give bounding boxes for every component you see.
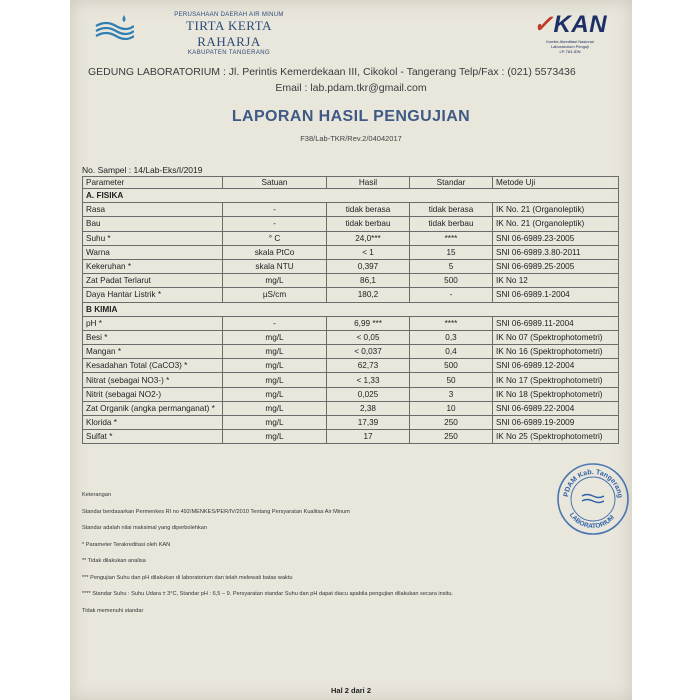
- standard-cell: tidak berbau: [410, 217, 493, 231]
- method-cell: SNI 06-6989.22-2004: [493, 401, 619, 415]
- org-region: KABUPATEN TANGERANG: [187, 50, 271, 56]
- unit-cell: mg/L: [223, 430, 327, 444]
- result-cell: tidak berasa: [327, 203, 410, 217]
- standard-cell: -: [410, 288, 493, 302]
- unit-cell: -: [223, 217, 327, 231]
- org-name-block: [154, 12, 304, 56]
- page-number: Hal 2 dari 2: [330, 686, 372, 695]
- result-cell: 86,1: [327, 274, 410, 288]
- table-row: [83, 231, 619, 245]
- method-cell: SNI 06-6989.3.80-2011: [493, 245, 619, 259]
- result-cell: < 0,05: [327, 330, 410, 344]
- stamp-outer-text: PDAM Kab. Tangerang: [563, 468, 624, 499]
- parameter-cell: Kesadahan Total (CaCO3) *: [83, 359, 223, 373]
- note-line: **** Standar Suhu : Suhu Udara ± 3°C, Standar pH : 6,5 – 9. Persyaratan standar Suhu dan pH dapat diacu apabila pengujian dilakukan secara insitu.: [82, 591, 454, 597]
- parameter-cell: Nitrat (sebagai NO3-) *: [83, 373, 223, 387]
- kan-line-1: Komite Akreditasi Nasional: [546, 39, 594, 44]
- note-line: Standar adalah nilai maksimal yang diperbolehkan: [82, 525, 208, 531]
- method-cell: SNI 06-6989.23-2005: [493, 231, 619, 245]
- parameter-cell: Kekeruhan *: [83, 259, 223, 273]
- standard-cell: 250: [410, 430, 493, 444]
- standard-cell: 3: [410, 387, 493, 401]
- standard-cell: 0,3: [410, 330, 493, 344]
- parameter-cell: Zat Organik (angka permanganat) *: [83, 401, 223, 415]
- table-row: [83, 274, 619, 288]
- standard-cell: 10: [410, 401, 493, 415]
- section-fisika: [83, 189, 619, 203]
- table-row: [83, 359, 619, 373]
- result-cell: tidak berbau: [327, 217, 410, 231]
- result-cell: 2,38: [327, 401, 410, 415]
- parameter-cell: Besi *: [83, 330, 223, 344]
- unit-cell: skala NTU: [223, 259, 327, 273]
- unit-cell: mg/L: [223, 416, 327, 430]
- table-row: [83, 345, 619, 359]
- method-cell: IK No 07 (Spektrophotometri): [493, 330, 619, 344]
- parameter-cell: Nitrit (sebagai NO2-): [83, 387, 223, 401]
- table-row: [83, 430, 619, 444]
- result-cell: < 0,037: [327, 345, 410, 359]
- result-cell: 0,025: [327, 387, 410, 401]
- standard-cell: ****: [410, 316, 493, 330]
- result-cell: 17,39: [327, 416, 410, 430]
- standard-cell: 50: [410, 373, 493, 387]
- method-cell: IK No. 21 (Organoleptik): [493, 203, 619, 217]
- standard-cell: ****: [410, 231, 493, 245]
- org-name: TIRTA KERTA RAHARJA: [186, 18, 272, 49]
- method-cell: SNI 06-6989.11-2004: [493, 316, 619, 330]
- result-cell: 180,2: [327, 288, 410, 302]
- lab-address: GEDUNG LABORATORIUM : Jl. Perintis Kemerdekaan III, Cikokol - Tangerang Telp/Fax : (021) 5573436: [88, 66, 576, 78]
- laboratory-stamp-icon: [556, 462, 630, 536]
- method-cell: SNI 06-6989.1-2004: [493, 288, 619, 302]
- unit-cell: mg/L: [223, 373, 327, 387]
- unit-cell: mg/L: [223, 274, 327, 288]
- kan-line-3: LP-763-IDN: [559, 49, 581, 54]
- results-table: [82, 176, 619, 444]
- parameter-cell: Mangan *: [83, 345, 223, 359]
- lab-email: Email : lab.pdam.tkr@gmail.com: [275, 82, 427, 94]
- document-number: F38/Lab-TKR/Rev.2/04042017: [300, 134, 402, 143]
- parameter-cell: Suhu *: [83, 231, 223, 245]
- kan-mark-icon: ✓KAN: [532, 11, 608, 38]
- section-label: B KIMIA: [83, 302, 619, 316]
- result-cell: 17: [327, 430, 410, 444]
- document-page: [70, 0, 632, 700]
- standard-cell: 15: [410, 245, 493, 259]
- table-row: [83, 416, 619, 430]
- notes-section: [82, 492, 622, 624]
- result-cell: 0,397: [327, 259, 410, 273]
- method-cell: Metode Uji: [493, 177, 619, 189]
- pdam-logo-icon: [94, 14, 134, 40]
- standard-cell: tidak berasa: [410, 203, 493, 217]
- table-row: [83, 387, 619, 401]
- note-line: Standar berdasarkan Permenkes RI no 492/MENKES/PER/IV/2010 Tentang Persyaratan Kualitas Air Minum: [82, 508, 350, 515]
- method-cell: SNI 06-6989.12-2004: [493, 359, 619, 373]
- kan-logo: [525, 10, 615, 54]
- table-row: [83, 316, 619, 330]
- unit-cell: -: [223, 316, 327, 330]
- result-cell: < 1,33: [327, 373, 410, 387]
- unit-cell: mg/L: [223, 387, 327, 401]
- result-cell: 62,73: [327, 359, 410, 373]
- unit-cell: mg/L: [223, 359, 327, 373]
- parameter-cell: Rasa: [83, 203, 223, 217]
- result-cell: < 1: [327, 245, 410, 259]
- method-cell: IK No. 21 (Organoleptik): [493, 217, 619, 231]
- unit-cell: Satuan: [223, 177, 327, 189]
- method-cell: IK No 17 (Spektrophotometri): [493, 373, 619, 387]
- standard-cell: 0,4: [410, 345, 493, 359]
- table-row: [83, 203, 619, 217]
- table-row: [83, 245, 619, 259]
- method-cell: SNI 06-6989.25-2005: [493, 259, 619, 273]
- parameter-cell: Daya Hantar Listrik *: [83, 288, 223, 302]
- method-cell: IK No 18 (Spektrophotometri): [493, 387, 619, 401]
- report-title: LAPORAN HASIL PENGUJIAN: [231, 108, 471, 125]
- standard-cell: 5: [410, 259, 493, 273]
- unit-cell: mg/L: [223, 401, 327, 415]
- table-row: [83, 330, 619, 344]
- standard-cell: Standar: [410, 177, 493, 189]
- standard-cell: 250: [410, 416, 493, 430]
- method-cell: IK No 12: [493, 274, 619, 288]
- note-line: *** Pengujian Suhu dan pH dilakukan di laboratorium dan telah melewati batas waktu: [82, 574, 293, 581]
- note-line: * Parameter Terakreditasi oleh KAN: [82, 541, 171, 548]
- unit-cell: µS/cm: [223, 288, 327, 302]
- note-line: Tidak memenuhi standar: [82, 607, 144, 614]
- standard-cell: 500: [410, 274, 493, 288]
- section-label: A. FISIKA: [83, 189, 619, 203]
- parameter-cell: Bau: [83, 217, 223, 231]
- parameter-cell: Warna: [83, 245, 223, 259]
- section-kimia: [83, 302, 619, 316]
- parameter-cell: Zat Padat Terlarut: [83, 274, 223, 288]
- unit-cell: -: [223, 203, 327, 217]
- sample-number: No. Sampel : 14/Lab-Eks/I/2019: [82, 165, 203, 175]
- unit-cell: ° C: [223, 231, 327, 245]
- note-line: ** Tidak dilakukan analisa: [82, 558, 146, 564]
- table-header-row: [83, 177, 619, 189]
- notes-heading: Keterangan: [82, 492, 111, 498]
- table-row: [83, 217, 619, 231]
- table-row: [83, 373, 619, 387]
- stamp-inner-text: LABORATORIUM: [567, 511, 616, 531]
- result-cell: Hasil: [327, 177, 410, 189]
- unit-cell: mg/L: [223, 330, 327, 344]
- table-row: [83, 259, 619, 273]
- kan-line-2: Laboratorium Penguji: [550, 44, 590, 49]
- parameter-cell: pH *: [83, 316, 223, 330]
- standard-cell: 500: [410, 359, 493, 373]
- method-cell: IK No 16 (Spektrophotometri): [493, 345, 619, 359]
- result-cell: 24,0***: [327, 231, 410, 245]
- result-cell: 6,99 ***: [327, 316, 410, 330]
- parameter-cell: Klorida *: [83, 416, 223, 430]
- parameter-cell: Sulfat *: [83, 430, 223, 444]
- org-type: PERUSAHAAN DAERAH AIR MINUM: [174, 12, 284, 18]
- unit-cell: mg/L: [223, 345, 327, 359]
- table-row: [83, 401, 619, 415]
- method-cell: IK No 25 (Spektrophotometri): [493, 430, 619, 444]
- parameter-cell: Parameter: [83, 177, 223, 189]
- unit-cell: skala PtCo: [223, 245, 327, 259]
- table-row: [83, 288, 619, 302]
- method-cell: SNI 06-6989.19-2009: [493, 416, 619, 430]
